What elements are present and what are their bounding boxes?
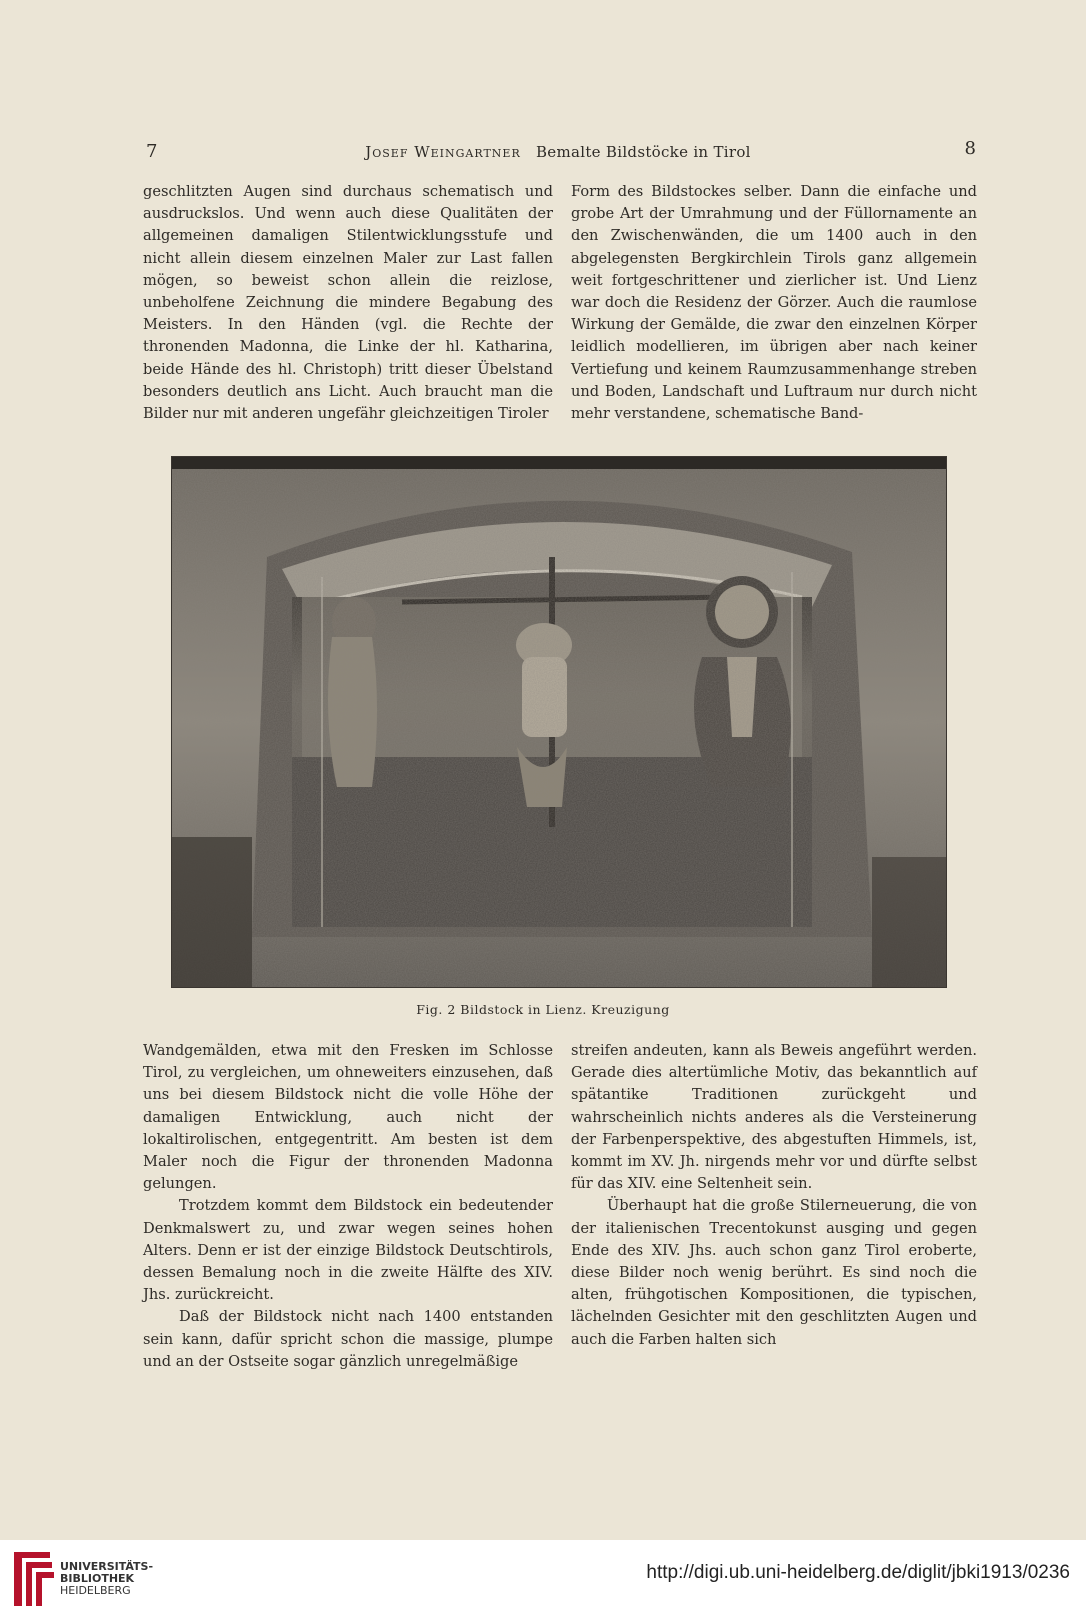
paragraph: Daß der Bildstock nicht nach 1400 entstanden sein kann, dafür spricht schon die massige, plumpe und an der Ostseite sogar gänzlich unregelmäßige (143, 1308, 553, 1370)
paragraph: geschlitzten Augen sind durchaus schematisch und ausdruckslos. Und wenn auch diese Qualitäten der allgemeinen damaligen Stilentwicklungsstufe und nicht allein diesem einzelnen Maler zur Last fallen mögen, so beweist schon allein die reizlose, unbeholfene Zeichnung die mindere Begabung des Meisters. In den Händen (vgl. die Rechte der thronenden Madonna, die Linke der hl. Katharina, beide Hände des hl. Christoph) tritt dieser Übelstand besonders deutlich ans Licht. Auch braucht man die Bilder nur mit anderen ungefähr gleichzeitigen Tiroler (143, 183, 553, 423)
text-column-top-left (143, 181, 553, 425)
text-column-bottom-right (571, 1040, 977, 1351)
running-title (140, 143, 976, 161)
figure-caption: Fig. 2 Bildstock in Lienz. Kreuzigung (416, 1002, 670, 1017)
library-name-line: BIBLIOTHEK (60, 1572, 135, 1585)
library-name (60, 1561, 153, 1597)
text-column-bottom-left (143, 1040, 553, 1373)
library-name-line: UNIVERSITÄTS- (60, 1560, 154, 1573)
page-number-right: 8 (964, 138, 976, 159)
crucifixion-fresco-image (172, 457, 946, 987)
permalink-url[interactable]: http://digi.ub.uni-heidelberg.de/diglit/jbki1913/0236 (646, 1562, 1070, 1583)
library-name-line: HEIDELBERG (60, 1584, 131, 1597)
text-column-top-right (571, 181, 977, 425)
library-footer (0, 1540, 1086, 1617)
paragraph: Trotzdem kommt dem Bildstock ein bedeutender Denkmalswert zu, und zwar wegen seines hohen Alters. Denn er ist der einzige Bildstock Deutschtirols, dessen Bemalung noch in die zweite Hälfte des XIV. Jhs. zurückreicht. (143, 1197, 553, 1304)
paragraph: Wandgemälden, etwa mit den Fresken im Schlosse Tirol, zu vergleichen, um ohneweiters einzusehen, daß uns bei diesem Bildstock nicht die volle Höhe der damaligen Entwicklung, auch nicht der lokaltirolischen, entgegentritt. Am besten ist dem Maler noch die Figur der thronenden Madonna gelungen. (143, 1042, 553, 1193)
running-header (140, 138, 976, 165)
header-author: Josef Weingartner (365, 143, 521, 161)
paragraph: Überhaupt hat die große Stilerneuerung, die von der italienischen Trecentokunst ausging und gegen Ende des XIV. Jhs. auch schon ganz Tirol eroberte, diese Bilder noch wenig berührt. Es sind noch die alten, frühgotischen Kompositionen, die typischen, lächelnden Gesichter mit den geschlitzten Augen und auch die Farben halten sich (571, 1197, 977, 1348)
fresco-photograph (171, 456, 947, 988)
university-library-logo-icon (10, 1548, 56, 1610)
page-number-left: 7 (146, 141, 158, 162)
paragraph: streifen andeuten, kann als Beweis angeführt werden. Gerade dies altertümliche Motiv, das bekanntlich auf spätantike Traditionen zurückgeht und wahrscheinlich nichts anderes als die Versteinerung der Farbenperspektive, des abgestuften Himmels, ist, kommt im XV. Jh. nirgends mehr vor und dürfte selbst für das XIV. eine Seltenheit sein. (571, 1042, 977, 1193)
paragraph: Form des Bildstockes selber. Dann die einfache und grobe Art der Umrahmung und der Füllornamente an den Zwischenwänden, die um 1400 auch in den abgelegensten Bergkirchlein Tirols ganz allgemein weit fortgeschrittener und zierlicher ist. Und Lienz war doch die Residenz der Görzer. Auch die raumlose Wirkung der Gemälde, die zwar den einzelnen Körper leidlich modellieren, im übrigen aber nach keiner Vertiefung und keinem Raumzusammenhange streben und Boden, Landschaft und Luftraum nur durch nicht mehr verstandene, schematische Band- (571, 183, 977, 423)
header-title: Bemalte Bildstöcke in Tirol (535, 143, 751, 161)
